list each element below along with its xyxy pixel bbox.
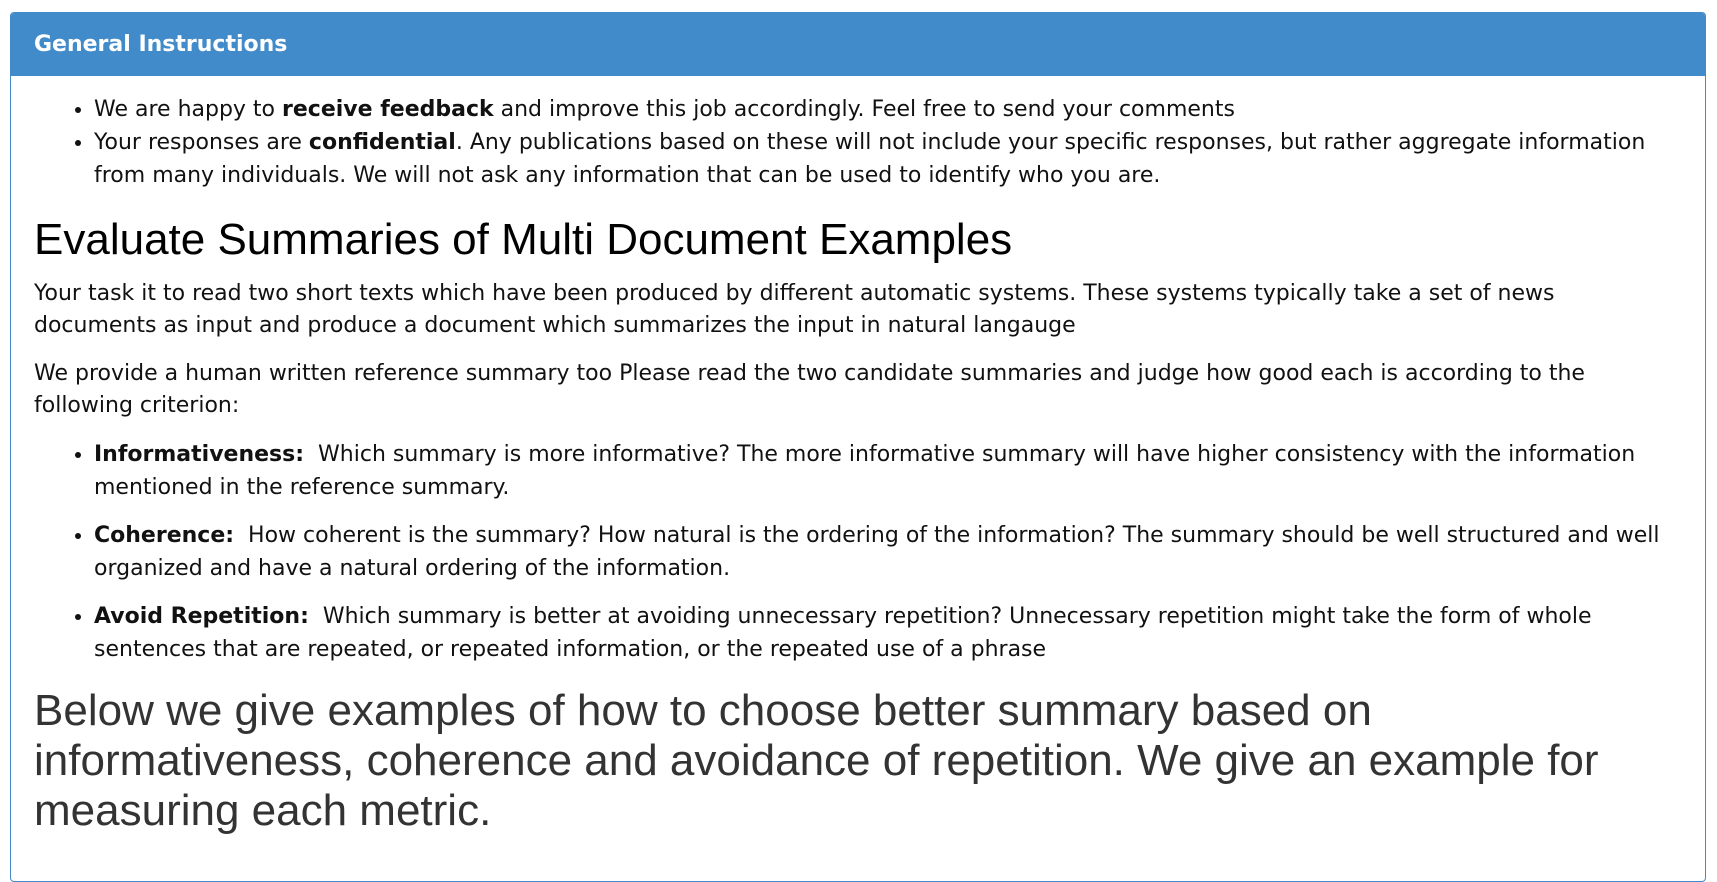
panel-heading: General Instructions — [11, 13, 1705, 76]
list-item-confidential — [94, 126, 1682, 192]
feedback-text-before: We are happy to — [94, 97, 283, 122]
criterion-description: Which summary is better at avoiding unnecessary repetition? Unnecessary repetition might take the form of whole sentences that are repeated, or repeated information, or the repeated use of a phrase — [94, 604, 1599, 662]
criterion-name: Informativeness: — [94, 442, 305, 467]
confidential-text-before: Your responses are — [94, 130, 309, 155]
criterion-name: Coherence: — [94, 523, 235, 548]
criteria-list — [34, 438, 1682, 666]
instructions-panel — [10, 12, 1706, 882]
confidential-text-bold: confidential — [308, 130, 456, 155]
criterion-description: How coherent is the summary? How natural is the ordering of the information? The summary should be well structured and well organized and have a natural ordering of the information. — [94, 523, 1667, 581]
confidential-text-after: . Any publications based on these will not include your specific responses, but rather aggregate information from many individuals. We will not ask any information that can be used to identify who you are. — [94, 130, 1646, 188]
task-paragraph: Your task it to read two short texts which have been produced by different automatic systems. These systems typically take a set of news documents as input and produce a document which summarizes the input in natural langauge — [34, 281, 1555, 338]
page-title: Evaluate Summaries of Multi Document Examples — [34, 215, 1013, 264]
reference-paragraph: We provide a human written reference summary too Please read the two candidate summaries and judge how good each is according to the following criterion: — [34, 361, 1585, 418]
feedback-text-bold: receive feedback — [282, 97, 494, 122]
criterion-description: Which summary is more informative? The more informative summary will have higher consistency with the information mentioned in the reference summary. — [94, 442, 1643, 500]
panel-body — [11, 93, 1705, 836]
feedback-text-after: and improve this job accordingly. Feel free to send your comments — [493, 97, 1235, 122]
intro-list — [34, 93, 1682, 192]
examples-heading: Below we give examples of how to choose better summary based on informativeness, coherence and avoidance of repetition. We give an example for measuring each metric. — [34, 686, 1599, 835]
criterion-name: Avoid Repetition: — [94, 604, 309, 629]
criterion-avoid-repetition — [94, 600, 1682, 666]
list-item-feedback — [94, 93, 1682, 126]
criterion-coherence — [94, 519, 1682, 585]
criterion-informativeness — [94, 438, 1682, 504]
